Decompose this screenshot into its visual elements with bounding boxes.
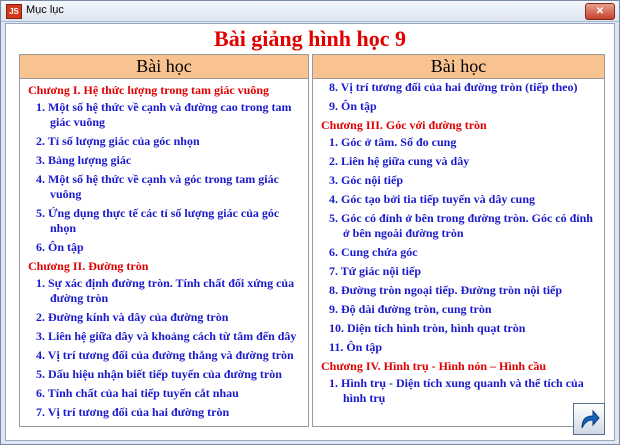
lesson-link[interactable]: 3. Bảng lượng giác <box>36 153 132 167</box>
lesson-link[interactable]: 5. Ứng dụng thực tế các tỉ số lượng giác của góc nhọn <box>36 206 280 235</box>
content-area <box>5 23 615 441</box>
back-arrow-icon <box>577 407 601 431</box>
lesson-link[interactable]: 9. Độ dài đường tròn, cung tròn <box>329 302 492 316</box>
back-button[interactable] <box>573 403 605 435</box>
page-title: Bài giảng hình học 9 <box>214 26 406 51</box>
chapter-heading: Chương I. Hệ thức lượng trong tam giác vuông <box>28 83 270 97</box>
lesson-link[interactable]: 8. Vị trí tương đối của hai đường tròn (tiếp theo) <box>329 80 578 94</box>
chapter-heading: Chương III. Góc với đường tròn <box>321 118 487 132</box>
close-button[interactable]: ✕ <box>585 3 615 20</box>
window-title: Mục lục <box>26 4 64 16</box>
lesson-link[interactable]: 3. Liên hệ giữa dây và khoảng cách từ tâm đến dây <box>36 329 297 343</box>
lesson-link[interactable]: 7. Tứ giác nội tiếp <box>329 264 421 278</box>
chapter-heading: Chương II. Đường tròn <box>28 259 149 273</box>
lesson-link[interactable]: 3. Góc nội tiếp <box>329 173 403 187</box>
lesson-link[interactable]: 2. Đường kính và dây của đường tròn <box>36 310 229 324</box>
lesson-link[interactable]: 1. Hình trụ - Diện tích xung quanh và thể tích của hình trụ <box>329 376 584 405</box>
lesson-link[interactable]: 9. Ôn tập <box>329 99 377 113</box>
lesson-link[interactable]: 4. Một số hệ thức về cạnh và góc trong tam giác vuông <box>36 172 279 201</box>
right-lesson-list <box>313 79 604 406</box>
app-icon: JS <box>6 4 22 19</box>
title-bar <box>1 1 619 22</box>
lesson-link[interactable]: 5. Góc có đỉnh ở bên trong đường tròn. Góc có đỉnh ở bên ngoài đường tròn <box>329 211 593 240</box>
chapter-heading: Chương IV. Hình trụ - Hình nón – Hình cầu <box>321 359 547 373</box>
lesson-link[interactable]: 1. Sự xác định đường tròn. Tính chất đối xứng của đường tròn <box>36 276 295 305</box>
lesson-link[interactable]: 1. Góc ở tâm. Số đo cung <box>329 135 457 149</box>
lesson-link[interactable]: 6. Tính chất của hai tiếp tuyến cắt nhau <box>36 386 239 400</box>
lesson-link[interactable]: 2. Tỉ số lượng giác của góc nhọn <box>36 134 200 148</box>
left-lesson-panel <box>19 54 309 427</box>
lesson-link[interactable]: 4. Góc tạo bởi tia tiếp tuyến và dây cung <box>329 192 535 206</box>
lesson-link[interactable]: 1. Một số hệ thức về cạnh và đường cao trong tam giác vuông <box>36 100 292 129</box>
right-panel-header: Bài học <box>313 55 604 79</box>
right-lesson-panel <box>312 54 605 427</box>
lesson-link[interactable]: 11. Ôn tập <box>329 340 383 354</box>
left-lesson-list <box>20 79 308 420</box>
lesson-link[interactable]: 2. Liên hệ giữa cung và dây <box>329 154 470 168</box>
lesson-link[interactable]: 7. Vị trí tương đối của hai đường tròn <box>36 405 230 419</box>
lesson-link[interactable]: 5. Dấu hiệu nhận biết tiếp tuyến của đường tròn <box>36 367 282 381</box>
left-panel-header: Bài học <box>20 55 308 79</box>
lesson-link[interactable]: 10. Diện tích hình tròn, hình quạt tròn <box>329 321 526 335</box>
lesson-link[interactable]: 6. Cung chứa góc <box>329 245 418 259</box>
lesson-link[interactable]: 6. Ôn tập <box>36 240 84 254</box>
lesson-link[interactable]: 4. Vị trí tương đối của đường thẳng và đường tròn <box>36 348 294 362</box>
lesson-link[interactable]: 8. Đường tròn ngoại tiếp. Đường tròn nội tiếp <box>329 283 563 297</box>
